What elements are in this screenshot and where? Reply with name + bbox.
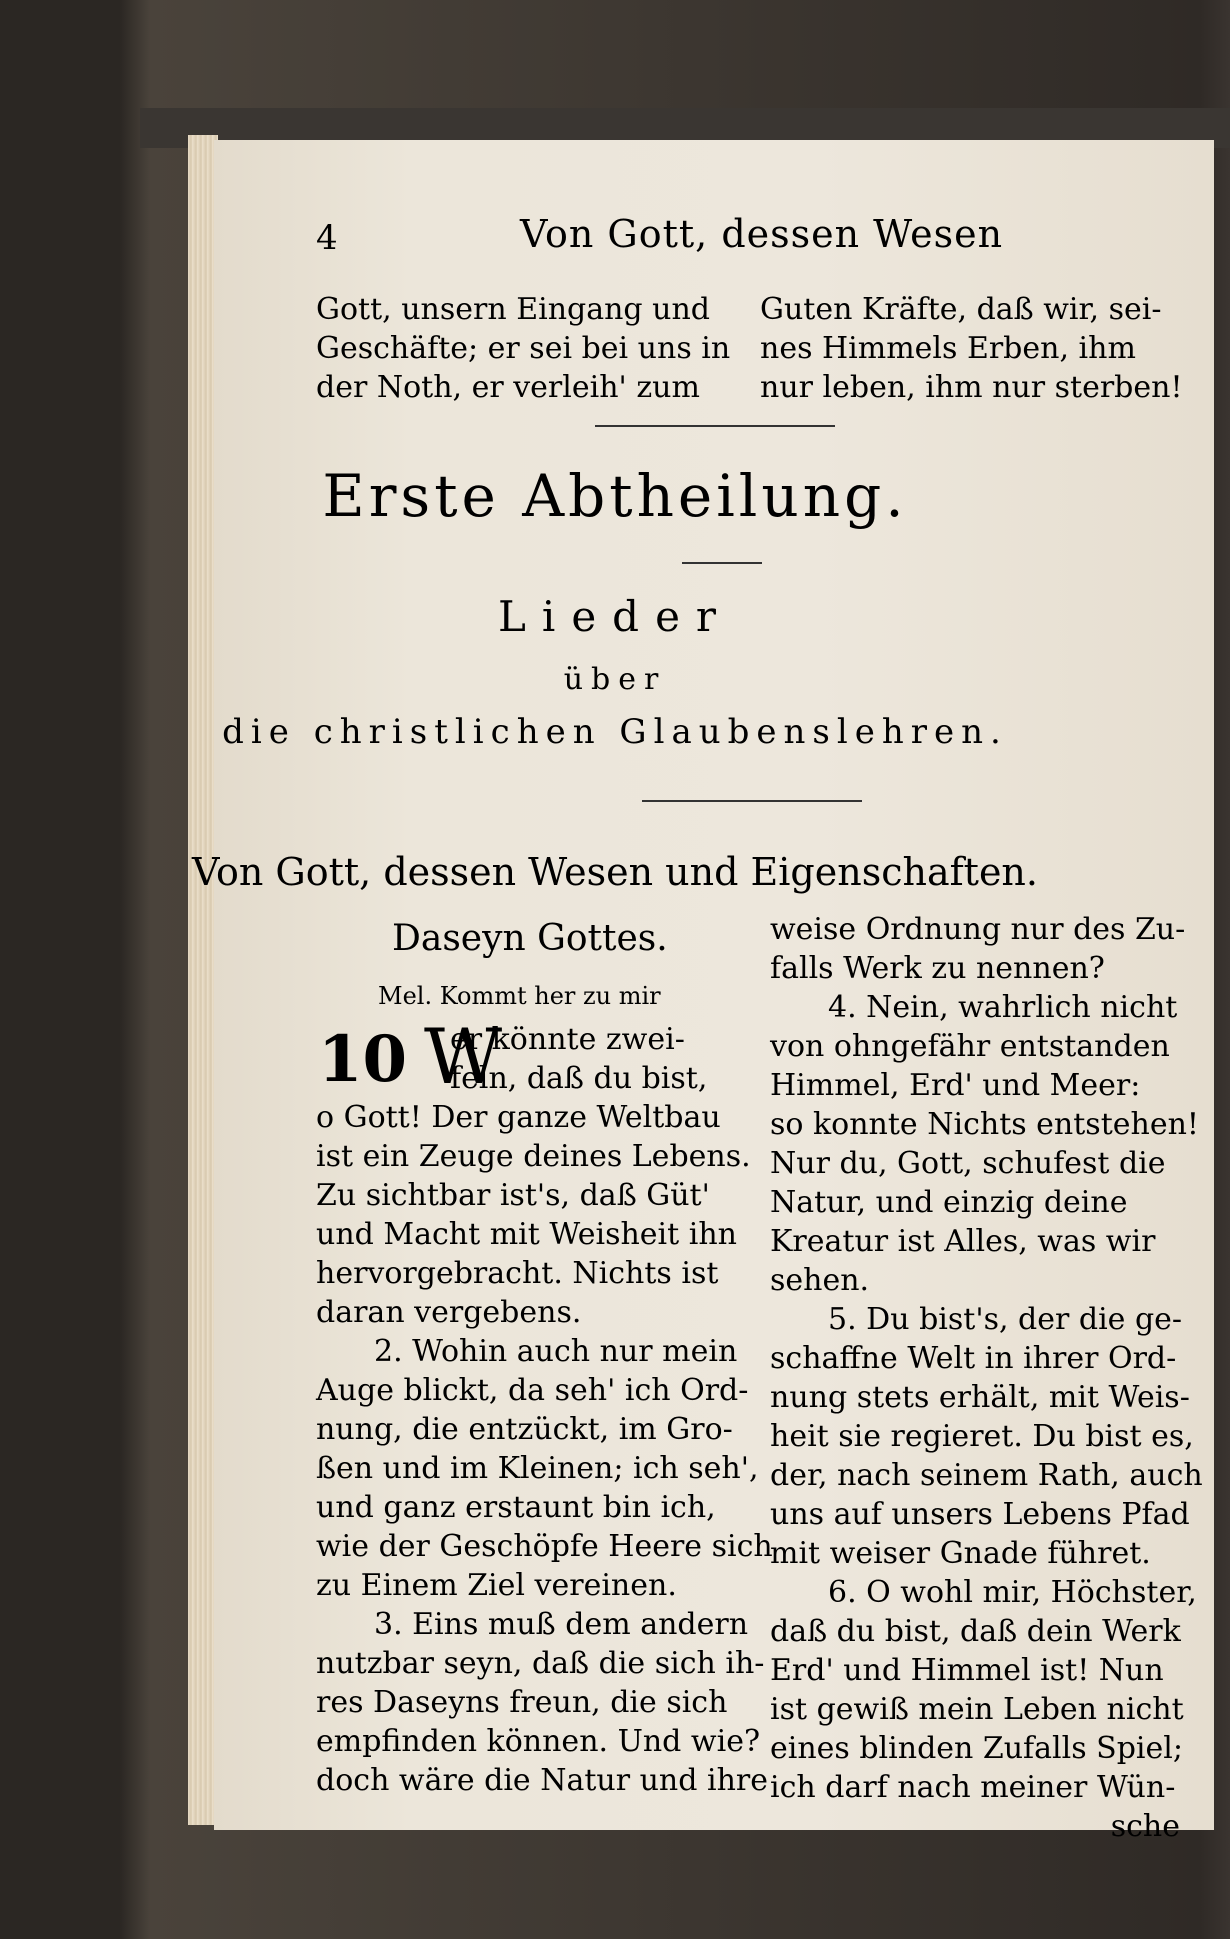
text-line: von ohngefähr entstanden: [770, 1029, 1170, 1064]
text-line: heit sie regieret. Du bist es,: [770, 1419, 1194, 1454]
text-line: ich darf nach meiner Wün-: [770, 1770, 1176, 1805]
lieder-heading: Lieder: [498, 592, 732, 641]
text-line: ßen und im Kleinen; ich seh',: [316, 1451, 759, 1486]
text-line: Erd' und Himmel ist! Nun: [770, 1653, 1164, 1688]
text-line: wie der Geschöpfe Heere sich: [316, 1529, 773, 1564]
text-line: er könnte zwei-: [450, 1022, 685, 1057]
text-line: feln, daß du bist,: [450, 1061, 708, 1096]
hymn-number: 10: [318, 1022, 408, 1097]
divider-rule: [682, 562, 762, 564]
text-line: o Gott! Der ganze Weltbau: [316, 1100, 721, 1135]
chapter-subheading: Von Gott, dessen Wesen und Eigenschaften.: [192, 850, 1038, 894]
text-line: falls Werk zu nennen?: [770, 951, 1105, 986]
text-line: mit weiser Gnade führet.: [770, 1536, 1151, 1571]
text-line: der Noth, er verleih' zum: [316, 370, 700, 405]
text-line: Zu sichtbar ist's, daß Güt': [316, 1178, 710, 1213]
hymn-first-lines: [450, 1020, 750, 1098]
text-line: daß du bist, daß dein Werk: [770, 1614, 1181, 1649]
text-line: eines blinden Zufalls Spiel;: [770, 1731, 1183, 1766]
verse-start: 2. Wohin auch nur mein: [374, 1334, 738, 1369]
text-line: Guten Kräfte, daß wir, sei-: [760, 292, 1162, 327]
text-line: sehen.: [770, 1263, 870, 1298]
top-right-text: [760, 290, 1183, 407]
right-column: [770, 910, 1203, 1846]
ueber-heading: über: [563, 662, 667, 697]
text-line: zu Einem Ziel vereinen.: [316, 1568, 677, 1603]
text-line: schaffne Welt in ihrer Ord-: [770, 1341, 1177, 1376]
text-line: der, nach seinem Rath, auch: [770, 1458, 1203, 1493]
text-line: Natur, und einzig deine: [770, 1185, 1128, 1220]
top-left-text: [316, 290, 731, 407]
text-line: ist ein Zeuge deines Lebens.: [316, 1139, 751, 1174]
text-line: res Daseyns freun, die sich: [316, 1685, 728, 1720]
text-line: uns auf unsers Lebens Pfad: [770, 1497, 1190, 1532]
text-line: doch wäre die Natur und ihre: [316, 1763, 768, 1798]
melody-note: Mel. Kommt her zu mir: [378, 982, 661, 1010]
text-line: Nur du, Gott, schufest die: [770, 1146, 1166, 1181]
text-line: Kreatur ist Alles, was wir: [770, 1224, 1156, 1259]
text-line: nur leben, ihm nur sterben!: [760, 370, 1183, 405]
text-line: Auge blickt, da seh' ich Ord-: [316, 1373, 749, 1408]
text-line: und ganz erstaunt bin ich,: [316, 1490, 716, 1525]
text-line: Geschäfte; er sei bei uns in: [316, 331, 731, 366]
text-line: empfinden können. Und wie?: [316, 1724, 761, 1759]
divider-rule: [595, 425, 835, 427]
text-line: so konnte Nichts entstehen!: [770, 1107, 1199, 1142]
verse-start: 5. Du bist's, der die ge-: [828, 1302, 1183, 1337]
verse-start: 6. O wohl mir, Höchster,: [828, 1575, 1197, 1610]
hymn-title: Daseyn Gottes.: [392, 918, 668, 959]
left-column: [316, 1098, 773, 1800]
text-line: Himmel, Erd' und Meer:: [770, 1068, 1141, 1103]
text-line: Gott, unsern Eingang und: [316, 292, 711, 327]
verse-start: 3. Eins muß dem andern: [374, 1607, 749, 1642]
text-line: daran vergebens.: [316, 1295, 582, 1330]
text-line: nes Himmels Erben, ihm: [760, 331, 1136, 366]
text-line: sche: [1110, 1809, 1180, 1844]
text-line: nung, die entzückt, im Gro-: [316, 1412, 733, 1447]
text-line: hervorgebracht. Nichts ist: [316, 1256, 719, 1291]
glaubenslehren-heading: die christlichen Glaubenslehren.: [222, 712, 1008, 752]
section-title: Erste Abtheilung.: [322, 462, 908, 530]
text-line: nung stets erhält, mit Weis-: [770, 1380, 1190, 1415]
verse-start: 4. Nein, wahrlich nicht: [828, 990, 1178, 1025]
text-line: und Macht mit Weisheit ihn: [316, 1217, 737, 1252]
running-head: Von Gott, dessen Wesen: [520, 212, 1004, 256]
page-number: 4: [316, 218, 338, 258]
drop-capital: W: [424, 1012, 503, 1101]
text-line: nutzbar seyn, daß die sich ih-: [316, 1646, 765, 1681]
text-line: ist gewiß mein Leben nicht: [770, 1692, 1184, 1727]
text-line: weise Ordnung nur des Zu-: [770, 912, 1186, 947]
divider-rule: [642, 800, 862, 802]
